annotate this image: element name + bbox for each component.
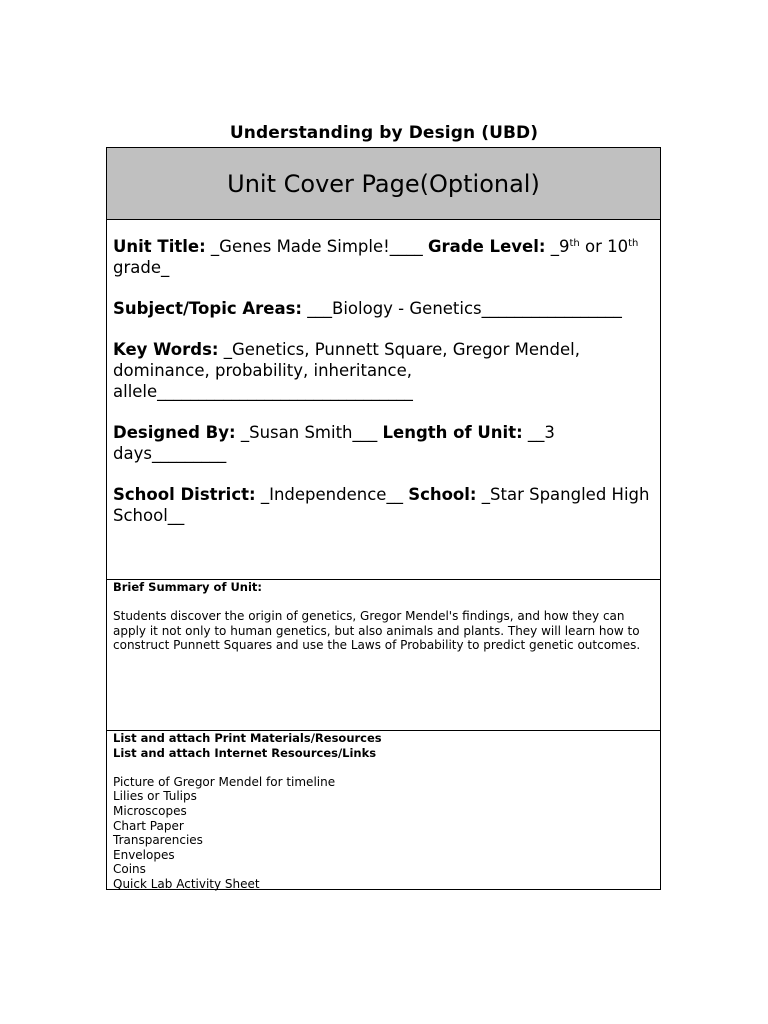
internet-resources-label: List and attach Internet Resources/Links <box>113 745 377 760</box>
grade-level-value-c: grade_ <box>113 258 170 277</box>
unit-cover-table <box>106 147 661 890</box>
list-item: Quick Lab Activity Sheet <box>113 876 260 891</box>
designed-by-label: Designed By: <box>113 423 236 442</box>
designed-by-line <box>113 422 654 464</box>
length-value: __3 days_________ <box>113 423 555 463</box>
summary-text: Students discover the origin of genetics, Gregor Mendel's findings, and how they can apply it not only to human genetics, but also animals and plants. They will learn how to construct Punnett Squares and use the Laws of Probability to predict genetic outcomes. <box>113 609 641 652</box>
school-value: _Star Spangled High School__ <box>113 485 650 525</box>
summary-label: Brief Summary of Unit: <box>113 580 263 594</box>
grade-level-value-a: _9 <box>545 237 570 256</box>
grade-level-value-b: or 10 <box>579 237 629 256</box>
length-label: Length of Unit: <box>382 423 523 442</box>
list-item: Lilies or Tulips <box>113 789 197 804</box>
subject-line <box>113 298 654 319</box>
unit-title-line <box>113 236 654 278</box>
subject-label: Subject/Topic Areas: <box>113 299 303 318</box>
list-item: Picture of Gregor Mendel for timeline <box>113 774 336 789</box>
subject-value: ___Biology - Genetics_________________ <box>302 299 622 318</box>
school-line <box>113 484 654 526</box>
header-title: Unit Cover Page(Optional) <box>227 169 540 198</box>
grade-level-sup-b: th <box>628 238 639 249</box>
list-item: Microscopes <box>113 803 187 818</box>
grade-level-label: Grade Level: <box>428 237 546 256</box>
grade-level-sup-a: th <box>569 238 580 249</box>
list-item: Chart Paper <box>113 818 184 833</box>
designed-by-value: _Susan Smith___ <box>235 423 383 442</box>
list-item: Coins <box>113 862 146 877</box>
unit-info-section <box>107 219 660 580</box>
unit-title-value: _Genes Made Simple!____ <box>205 237 428 256</box>
school-label: School: <box>408 485 477 504</box>
document-title: Understanding by Design (UBD) <box>229 123 539 143</box>
key-words-line <box>113 339 654 402</box>
resource-list <box>113 775 654 892</box>
print-resources-label: List and attach Print Materials/Resources <box>113 731 382 745</box>
key-words-label: Key Words: <box>113 340 219 359</box>
unit-title-label: Unit Title: <box>113 237 206 256</box>
summary-section <box>107 580 660 731</box>
district-label: School District: <box>113 485 256 504</box>
table-header <box>107 148 660 220</box>
district-value: _Independence__ <box>255 485 409 504</box>
list-item: Envelopes <box>113 847 175 862</box>
list-item: Transparencies <box>113 833 203 848</box>
key-words-value: _Genetics, Punnett Square, Gregor Mendel, dominance, probability, inheritance, allele_______________________________ <box>113 340 580 401</box>
resources-section <box>107 731 660 889</box>
